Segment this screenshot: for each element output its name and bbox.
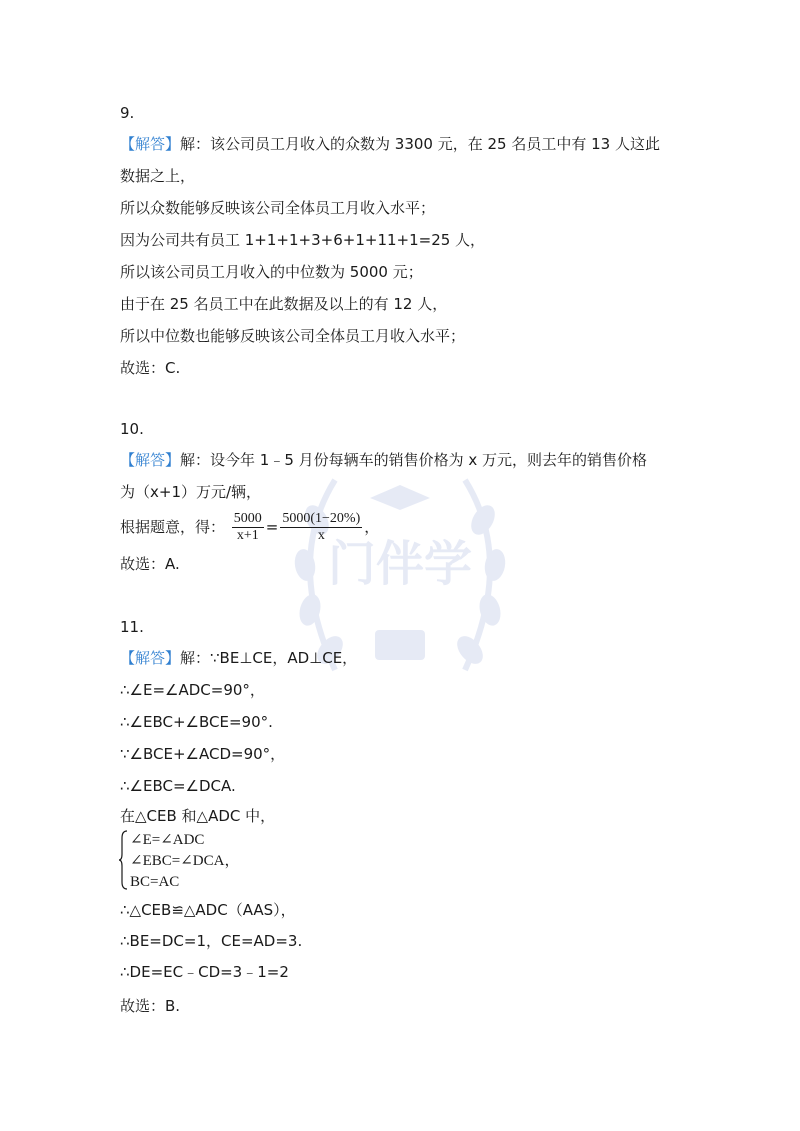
q10-text-1: 解：设今年 1﹣5 月份每辆车的销售价格为 x 万元，则去年的销售价格 (180, 451, 648, 469)
left-brace-icon (118, 830, 128, 890)
q11-line-7: ∴△CEB≌△ADC（AAS）， (120, 901, 296, 919)
q11-line-3: ∴∠EBC+∠BCE=90°. (120, 713, 273, 731)
q9-line-3: 所以众数能够反映该公司全体员工月收入水平； (120, 199, 436, 217)
watermark-logo (265, 440, 535, 710)
fraction-right-numerator: 5000(1−20%) (282, 511, 361, 526)
q9-number: 9. (120, 104, 135, 122)
q10-line-1 (120, 450, 647, 470)
q10-number: 10. (120, 420, 144, 438)
q10-line-2: 为（x+1）万元/辆， (120, 483, 262, 501)
fraction-left-denominator: x+1 (236, 528, 259, 543)
q11-line-1 (120, 648, 357, 668)
system-row-2: ∠EBC=∠DCA， (130, 853, 240, 869)
answer-tag: 【解答】 (120, 135, 181, 153)
q9-line-2: 数据之上， (120, 167, 196, 185)
watermark-text: 门伴学 (327, 536, 473, 592)
equation-suffix: ， (364, 518, 380, 536)
q10-answer: 故选：A. (120, 555, 180, 573)
q9-text-1: 解：该公司员工月收入的众数为 3300 元，在 25 名员工中有 13 人这此 (180, 135, 660, 153)
system-row-1: ∠E=∠ADC (130, 832, 205, 848)
fraction-left-numerator: 5000 (233, 511, 262, 526)
answer-tag: 【解答】 (120, 649, 181, 667)
q11-number: 11. (120, 618, 144, 636)
q11-line-5: ∴∠EBC=∠DCA. (120, 777, 236, 795)
q9-line-4: 因为公司共有员工 1+1+1+3+6+1+11+1=25 人， (120, 231, 486, 249)
equation-prefix: 根据题意，得： (120, 518, 226, 536)
q9-line-5: 所以该公司员工月收入的中位数为 5000 元； (120, 263, 423, 281)
q9-line-1 (120, 134, 660, 154)
q9-line-6: 由于在 25 名员工中在此数据及以上的有 12 人， (120, 295, 448, 313)
answer-tag: 【解答】 (120, 451, 181, 469)
q11-line-2: ∴∠E=∠ADC=90°， (120, 681, 265, 699)
q10-equation (120, 507, 379, 547)
q11-line-6: 在△CEB 和△ADC 中， (120, 807, 276, 825)
q11-line-9: ∴DE=EC﹣CD=3﹣1=2 (120, 963, 289, 981)
fraction-right (280, 511, 362, 544)
q9-line-7: 所以中位数也能够反映该公司全体员工月收入水平； (120, 327, 466, 345)
q11-line-8: ∴BE=DC=1，CE=AD=3. (120, 932, 303, 950)
fraction-left (232, 511, 264, 544)
equals-sign: = (265, 518, 279, 536)
fraction-right-denominator: x (317, 528, 325, 543)
system-row-3: BC=AC (130, 874, 180, 890)
q11-text-1: 解：∵BE⊥CE，AD⊥CE， (180, 649, 358, 667)
q9-answer: 故选：C. (120, 359, 181, 377)
q11-answer: 故选：B. (120, 997, 181, 1015)
q11-line-4: ∵∠BCE+∠ACD=90°， (120, 745, 286, 763)
